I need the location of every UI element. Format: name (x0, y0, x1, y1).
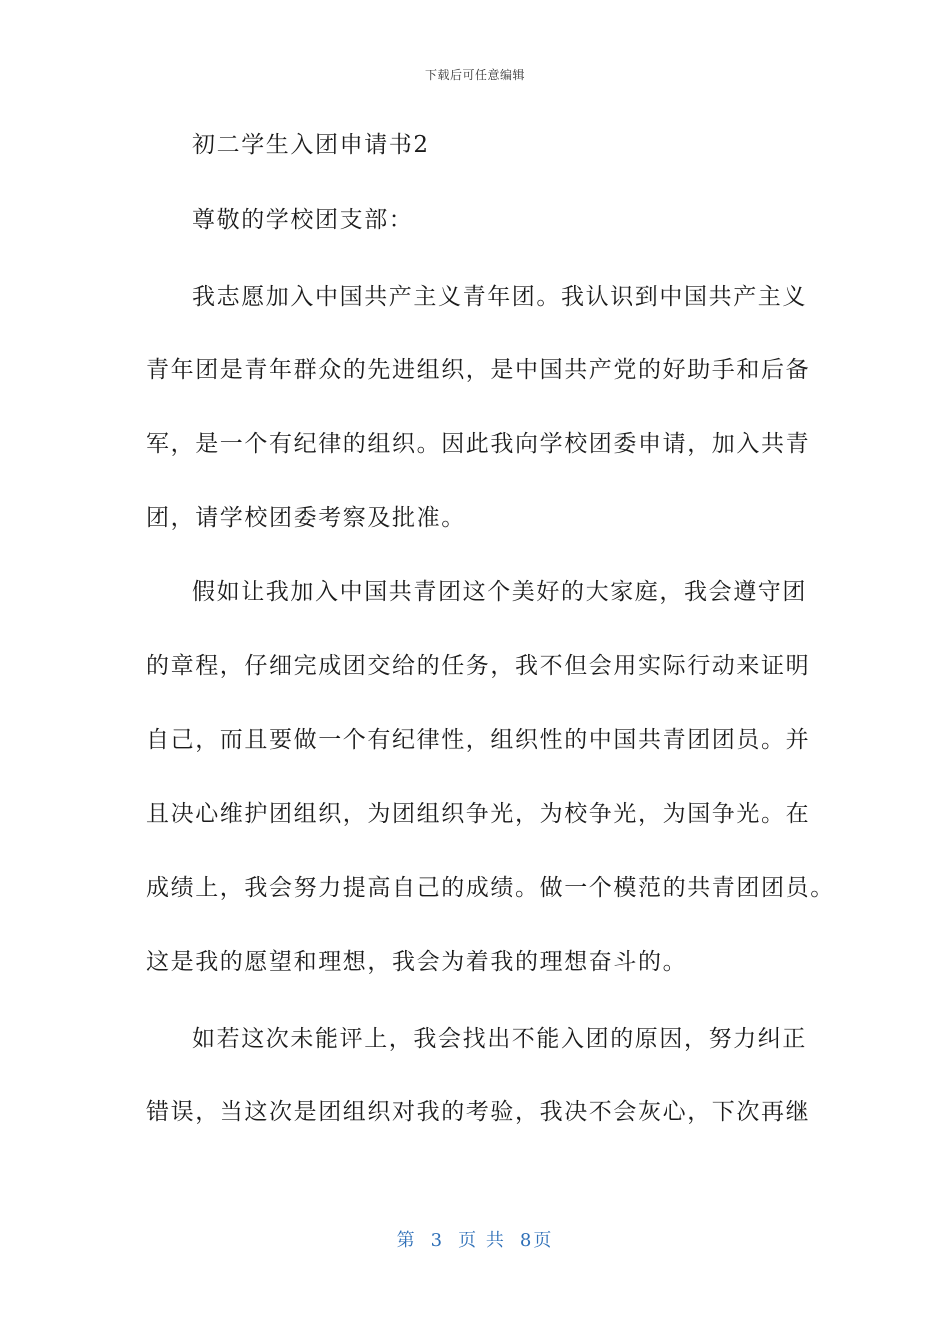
footer-suffix: 页 (533, 1230, 554, 1251)
paragraph-line: 如若这次未能评上，我会找出不能入团的原因，努力纠正 (192, 1026, 807, 1052)
paragraph-line: 这是我的愿望和理想，我会为着我的理想奋斗的。 (146, 949, 688, 975)
paragraph-line: 假如让我加入中国共青团这个美好的大家庭，我会遵守团 (192, 579, 807, 605)
page-header: 下载后可任意编辑 (424, 68, 525, 82)
footer-page-number: 3 (430, 1230, 445, 1251)
salutation: 尊敬的学校团支部： (192, 207, 414, 233)
paragraph-line: 我志愿加入中国共产主义青年团。我认识到中国共产主义 (192, 284, 807, 310)
page-footer (0, 1226, 950, 1252)
footer-total-pages: 8 (519, 1230, 534, 1251)
paragraph-line: 的章程，仔细完成团交给的任务，我不但会用实际行动来证明 (146, 653, 811, 679)
paragraph-line: 错误，当这次是团组织对我的考验，我决不会灰心，下次再继 (146, 1099, 811, 1125)
footer-prefix: 第 (396, 1230, 417, 1251)
document-title: 初二学生入团申请书2 (192, 132, 430, 158)
paragraph-line: 成绩上，我会努力提高自己的成绩。做一个模范的共青团团员。 (146, 875, 835, 901)
paragraph-line: 团，请学校团委考察及批准。 (146, 505, 466, 531)
footer-middle: 页 共 (458, 1230, 506, 1251)
paragraph-line: 青年团是青年群众的先进组织，是中国共产党的好助手和后备 (146, 357, 811, 383)
paragraph-line: 且决心维护团组织，为团组织争光，为校争光，为国争光。在 (146, 801, 811, 827)
paragraph-line: 自己，而且要做一个有纪律性，组织性的中国共青团团员。并 (146, 727, 811, 753)
paragraph-line: 军，是一个有纪律的组织。因此我向学校团委申请，加入共青 (146, 431, 811, 457)
